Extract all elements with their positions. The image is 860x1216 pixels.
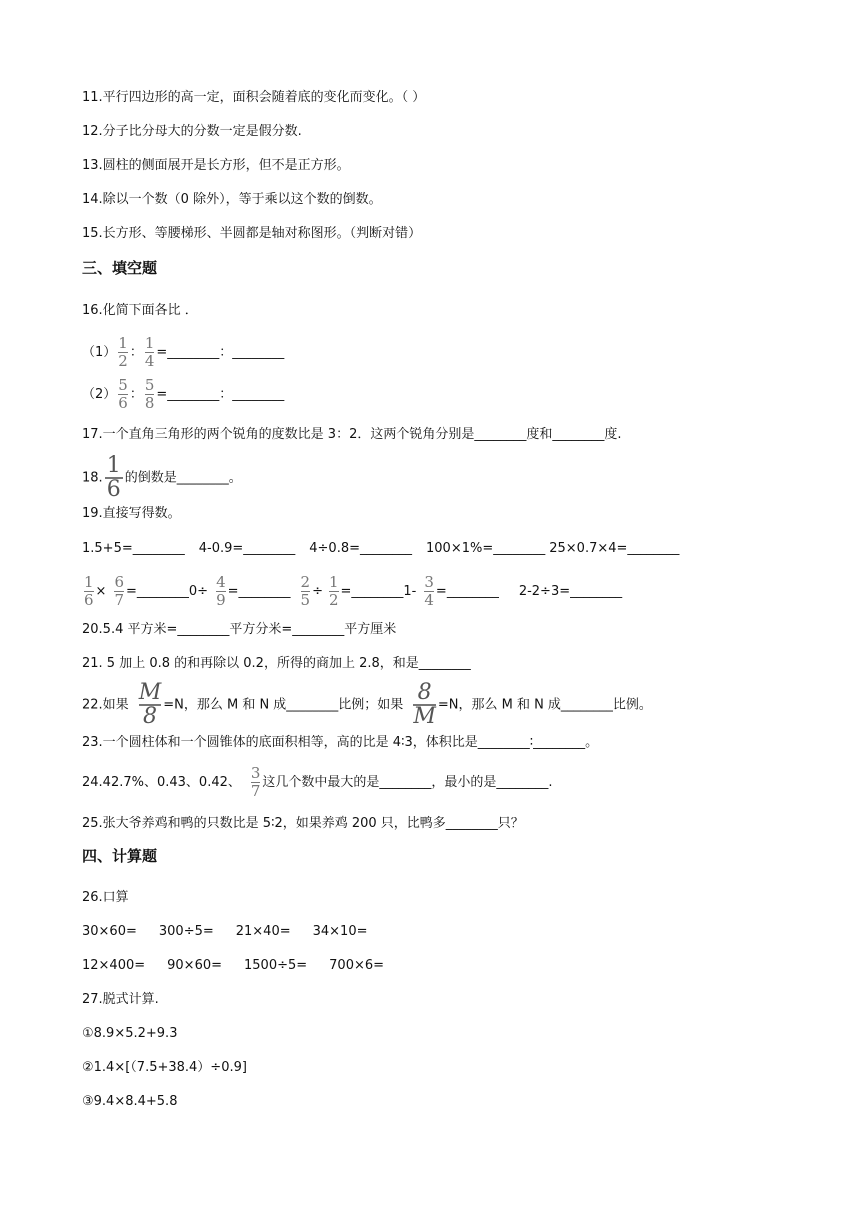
- question-26-row-1: [82, 923, 368, 941]
- question-19-row-1: [82, 540, 679, 558]
- fraction: $\frac{1}{2}$: [118, 334, 128, 370]
- answer-blanks: =________：________: [156, 345, 285, 360]
- question-25: 25.张大爷养鸡和鸭的只数比是 5∶2，如果养鸡 200 只，比鸭多________只？: [82, 816, 524, 831]
- question-16: 16.化简下面各比 ．: [82, 303, 198, 318]
- question-26-row-2: [82, 957, 384, 975]
- question-19-row-2: $\frac{1}{6}$ × $\frac{6}{7}$ =________0÷ $\frac{4}{9}$ =________ $\frac{2}{5}$ ÷ $\frac{1}{2}$ =________1- $\frac{3}{4}$ =________ 2-2÷3=________: [84, 573, 623, 609]
- fraction: $\frac{8}{M}$: [413, 680, 436, 729]
- question-16-part-2: [82, 378, 284, 411]
- fraction: $\frac{4}{9}$: [216, 573, 226, 609]
- question-16-part-1: [82, 336, 284, 369]
- question-24: 24.42.7%、0.43、0.42、 $\frac{3}{7}$ 这几个数中最大的是________，最小的是________.: [82, 764, 553, 800]
- calc-item: 100×1%=________: [426, 541, 546, 556]
- question-26: 26.口算: [82, 890, 129, 905]
- question-17: 17.一个直角三角形的两个锐角的度数比是 3：2．这两个锐角分别是________度和________度.: [82, 427, 622, 442]
- question-18: 18. $\frac{1}{6}$ 的倒数是________。: [82, 453, 242, 502]
- part-label: （1）: [82, 345, 117, 360]
- calc-item: 25×0.7×4=________: [549, 541, 680, 556]
- part-label: （2）: [82, 387, 117, 402]
- fraction: $\frac{5}{6}$: [118, 376, 128, 412]
- fraction: $\frac{1}{6}$: [106, 453, 121, 502]
- question-27: 27.脱式计算.: [82, 992, 159, 1007]
- fraction: $\frac{M}{8}$: [138, 680, 162, 729]
- section-heading-calculation: 四、计算题: [82, 847, 158, 865]
- fraction: $\frac{1}{4}$: [144, 334, 155, 370]
- question-23: 23.一个圆柱体和一个圆锥体的底面积相等，高的比是 4∶3，体积比是________∶________。: [82, 735, 599, 750]
- question-27-item-1: ①8.9×5.2+9.3: [82, 1026, 178, 1041]
- fraction: $\frac{1}{6}$: [84, 573, 94, 609]
- question-27-item-3: ③9.4×8.4+5.8: [82, 1094, 178, 1109]
- calc-item: 300÷5=: [158, 924, 214, 939]
- question-15: 15.长方形、等腰梯形、半圆都是轴对称图形。（判断对错）: [82, 226, 422, 241]
- section-heading-fill-in: 三、填空题: [82, 259, 158, 277]
- ratio-colon: ：: [129, 345, 143, 360]
- calc-item: 4-0.9=________: [198, 541, 296, 556]
- fraction: $\frac{3}{7}$: [250, 764, 261, 800]
- calc-item: 700×6=: [329, 958, 385, 973]
- fraction: $\frac{5}{8}$: [144, 376, 155, 412]
- question-27-item-2: ②1.4×[（7.5+38.4）÷0.9]: [82, 1060, 247, 1075]
- question-12: 12.分子比分母大的分数一定是假分数.: [82, 124, 302, 139]
- fraction: $\frac{6}{7}$: [114, 573, 124, 609]
- question-13: 13.圆柱的侧面展开是长方形，但不是正方形。: [82, 158, 350, 173]
- calc-item: 1500÷5=: [244, 958, 308, 973]
- fraction: $\frac{1}{2}$: [328, 573, 339, 609]
- fraction: $\frac{2}{5}$: [300, 573, 311, 609]
- answer-blanks: =________：________: [156, 387, 285, 402]
- question-20: 20.5.4 平方米=________平方分米=________平方厘米: [82, 622, 397, 637]
- calc-item: 21×40=: [235, 924, 291, 939]
- calc-item: 12×400=: [82, 958, 146, 973]
- fraction: $\frac{3}{4}$: [424, 573, 434, 609]
- calc-item: 4÷0.8=________: [309, 541, 412, 556]
- question-21: 21. 5 加上 0.8 的和再除以 0.2，所得的商加上 2.8，和是________: [82, 656, 471, 671]
- ratio-colon: ：: [129, 387, 143, 402]
- calc-item: 90×60=: [167, 958, 223, 973]
- question-19: 19.直接写得数。: [82, 506, 181, 521]
- question-14: 14.除以一个数（0 除外），等于乘以这个数的倒数。: [82, 192, 382, 207]
- question-11: 11.平行四边形的高一定，面积会随着底的变化而变化。（ ）: [82, 90, 426, 105]
- calc-item: 1.5+5=________: [82, 541, 185, 556]
- calc-item: 30×60=: [82, 924, 137, 939]
- question-22: 22.如果 $\frac{M}{8}$ =N，那么 M 和 N 成________比例；如果 $\frac{8}{M}$ =N，那么 M 和 N 成________比例。: [82, 680, 652, 729]
- calc-item: 34×10=: [312, 924, 368, 939]
